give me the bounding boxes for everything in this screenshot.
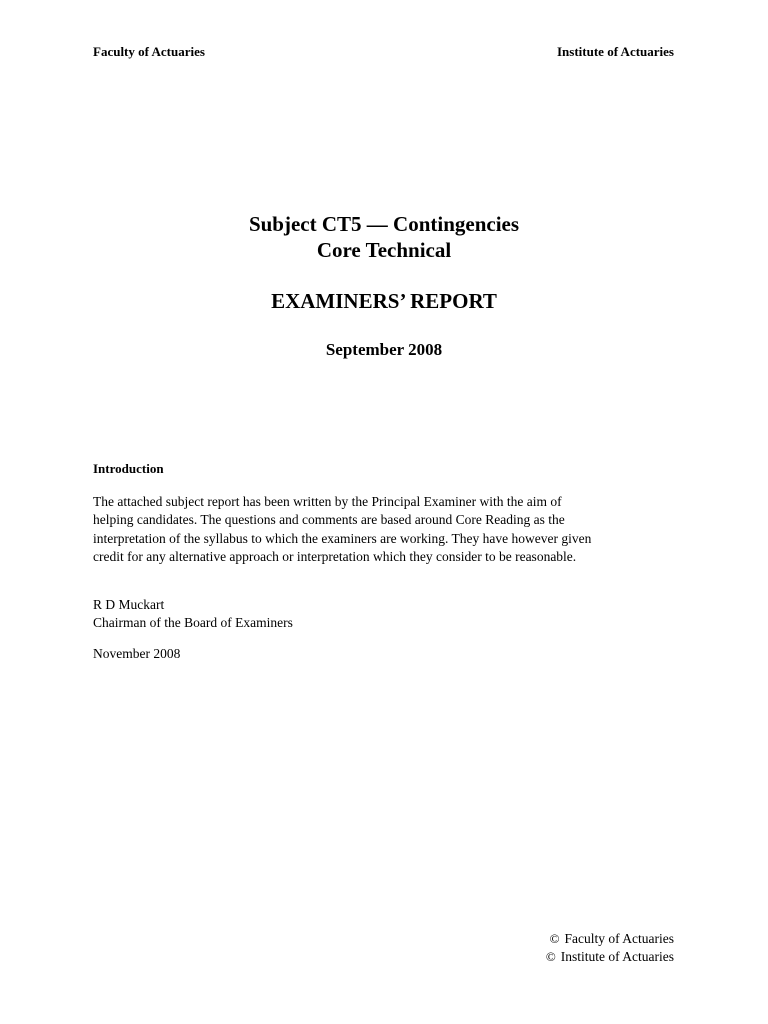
paragraph-line: credit for any alternative approach or interpretation which they consider to be reasonable. bbox=[93, 548, 577, 564]
report-title: EXAMINERS’ REPORT bbox=[271, 289, 497, 313]
report-date: September 2008 bbox=[325, 340, 443, 359]
paragraph-line: interpretation of the syllabus to which the examiners are working. They have however given bbox=[93, 530, 592, 546]
signer-name: R D Muckart bbox=[93, 597, 165, 612]
copyright-block bbox=[546, 930, 674, 966]
copyright-line-faculty bbox=[546, 930, 674, 948]
introduction-paragraph bbox=[93, 493, 693, 566]
copyright-icon: © bbox=[545, 949, 556, 964]
subject-subtitle: Core Technical bbox=[316, 238, 452, 262]
introduction-heading: Introduction bbox=[93, 461, 164, 476]
signature-date: November 2008 bbox=[93, 646, 181, 661]
subject-title: Subject CT5 — Contingencies bbox=[248, 212, 520, 236]
paragraph-line: helping candidates. The questions and comments are based around Core Reading as the bbox=[93, 512, 565, 528]
header-institute: Institute of Actuaries bbox=[557, 44, 674, 59]
paragraph-line: The attached subject report has been written by the Principal Examiner with the aim of bbox=[93, 494, 562, 509]
signature-block bbox=[93, 596, 293, 632]
title-block bbox=[0, 211, 768, 263]
header-faculty: Faculty of Actuaries bbox=[93, 44, 205, 59]
copyright-line-institute bbox=[546, 948, 674, 966]
copyright-institute: Institute of Actuaries bbox=[560, 949, 674, 964]
signer-role: Chairman of the Board of Examiners bbox=[93, 615, 293, 630]
copyright-icon: © bbox=[549, 931, 560, 946]
copyright-faculty: Faculty of Actuaries bbox=[564, 931, 674, 946]
